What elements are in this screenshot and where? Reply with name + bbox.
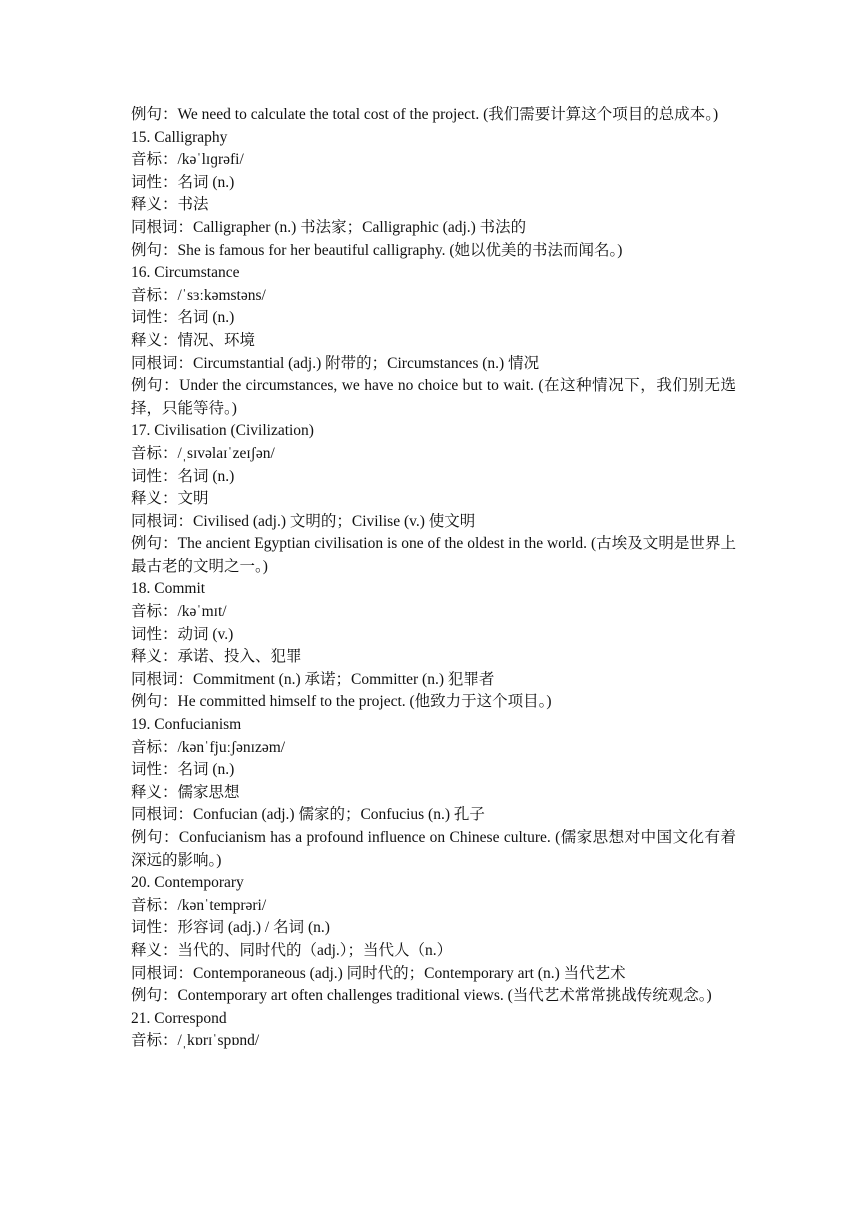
phonetic-line: 音标：/kənˈtemprəri/ (131, 896, 267, 914)
example-sentence: 例句：Confucianism has a profound influence on Chinese culture. (儒家思想对中国文化有着深远的影响。) (131, 829, 736, 869)
definition-line: 释义：书法 (131, 196, 209, 214)
entry-heading: 19. Confucianism (131, 716, 242, 734)
phonetic-line: 音标：/ˈsɜːkəmstəns/ (131, 286, 266, 304)
phonetic-line: 音标：/ˌsɪvəlaɪˈzeɪʃən/ (131, 444, 275, 462)
example-sentence: 例句：She is famous for her beautiful calligraphy. (她以优美的书法而闻名。) (131, 241, 623, 259)
example-sentence: 例句：He committed himself to the project. (他致力于这个项目。) (131, 693, 552, 711)
cognates-line: 同根词：Circumstantial (adj.) 附带的；Circumstances (n.) 情况 (131, 354, 540, 372)
example-sentence: 例句：We need to calculate the total cost of the project. (我们需要计算这个项目的总成本。) (131, 106, 719, 123)
definition-line: 释义：情况、环境 (131, 331, 256, 349)
part-of-speech-line: 词性：名词 (n.) (131, 761, 235, 779)
cognates-line: 同根词：Commitment (n.) 承诺；Committer (n.) 犯罪者 (131, 670, 495, 688)
phonetic-line: 音标：/kənˈfjuːʃənɪzəm/ (131, 738, 286, 756)
phonetic-line: 音标：/kəˈmɪt/ (131, 603, 227, 621)
cognates-line: 同根词：Civilised (adj.) 文明的；Civilise (v.) 使文明 (131, 512, 476, 530)
definition-line: 释义：承诺、投入、犯罪 (131, 648, 302, 666)
entry-heading: 20. Contemporary (131, 874, 244, 892)
part-of-speech-line: 词性：名词 (n.) (131, 173, 235, 191)
entry-heading: 15. Calligraphy (131, 128, 228, 146)
phonetic-line: 音标：/kəˈlɪɡrəfi/ (131, 151, 244, 169)
cognates-line: 同根词：Confucian (adj.) 儒家的；Confucius (n.) 孔子 (131, 806, 485, 824)
entry-heading: 21. Correspond (131, 1009, 227, 1027)
entry-heading: 16. Circumstance (131, 264, 240, 282)
definition-line: 释义：儒家思想 (131, 783, 240, 801)
definition-line: 释义：文明 (131, 490, 209, 508)
phonetic-line: 音标：/ˌkɒrɪˈspɒnd/ (131, 1032, 260, 1050)
part-of-speech-line: 词性：动词 (v.) (131, 625, 234, 643)
example-sentence: 例句：The ancient Egyptian civilisation is one of the oldest in the world. (古埃及文明是世界上最古老的文明之一。) (131, 535, 736, 575)
entry-heading: 18. Commit (131, 580, 206, 598)
example-sentence: 例句：Under the circumstances, we have no choice but to wait. (在这种情况下，我们别无选择，只能等待。) (131, 377, 736, 417)
definition-line: 释义：当代的、同时代的（adj.）；当代人（n.） (131, 941, 453, 959)
example-sentence: 例句：Contemporary art often challenges traditional views. (当代艺术常常挑战传统观念。) (131, 987, 712, 1005)
cognates-line: 同根词：Calligrapher (n.) 书法家；Calligraphic (adj.) 书法的 (131, 218, 527, 236)
entry-heading: 17. Civilisation (Civilization) (131, 422, 314, 440)
part-of-speech-line: 词性：名词 (n.) (131, 467, 235, 485)
vocabulary-list (131, 104, 736, 1053)
part-of-speech-line: 词性：名词 (n.) (131, 309, 235, 327)
cognates-line: 同根词：Contemporaneous (adj.) 同时代的；Contemporary art (n.) 当代艺术 (131, 964, 626, 982)
part-of-speech-line: 词性：形容词 (adj.) / 名词 (n.) (131, 919, 330, 937)
